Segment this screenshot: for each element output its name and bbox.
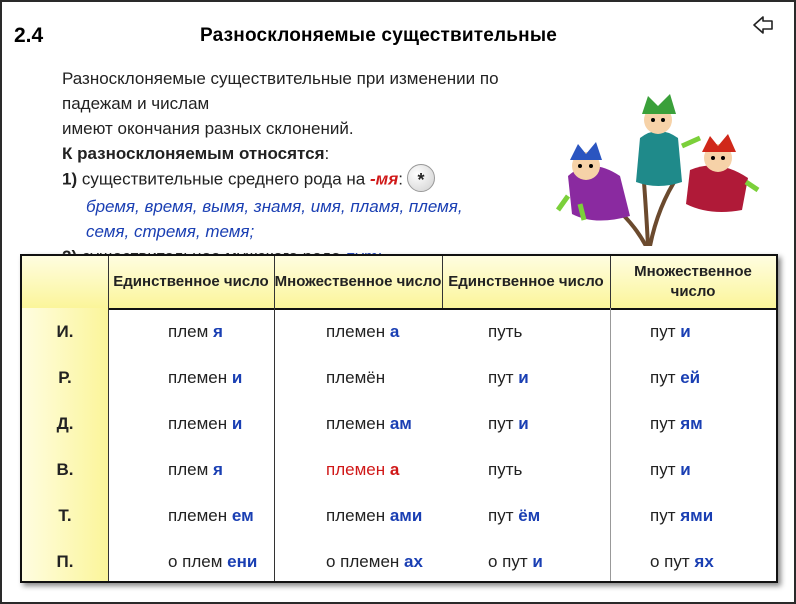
form-cell [326,414,412,434]
form-cell [488,460,522,480]
form-cell [650,506,713,526]
word-ending: я [213,322,223,341]
word-ending: ами [389,506,423,525]
form-cell [488,368,529,388]
form-cell [168,414,242,434]
word-stem: путь [488,460,523,479]
word-stem: пут [650,414,681,433]
form-cell [168,460,223,480]
word-stem: племен [168,506,232,525]
words-line-1: бремя, время, вымя, знамя, имя, пламя, племя, [86,197,463,216]
word-stem: пут [650,506,681,525]
words-line-2: семя, стремя, темя; [86,222,255,241]
word-ending: ях [694,552,714,571]
page-title: Разносклоняемые существительные [200,25,558,46]
form-cell [488,552,543,572]
form-cell [650,368,700,388]
word-ending: и [680,322,691,341]
divider [442,256,443,308]
form-cell [488,506,540,526]
table-row [22,448,776,494]
word-ending: ям [680,414,703,433]
word-ending: и [532,552,543,571]
word-stem: пут [650,368,681,387]
form-cell [650,552,714,572]
word-ending: ам [389,414,412,433]
form-cell [650,322,691,342]
case-label: И. [56,322,74,341]
word-stem: о пут [488,552,533,571]
table-row [22,494,776,540]
case-label: Р. [58,368,72,387]
word-ending: ах [404,552,423,571]
form-cell [488,414,529,434]
word-ending: ём [518,506,541,525]
word-stem: пут [650,322,681,341]
word-stem: пут [650,460,681,479]
item-1-colon: : [398,169,403,189]
word-ending: ей [680,368,701,387]
table-row [22,540,776,586]
word-ending: а [389,322,400,341]
word-stem: плем [168,460,213,479]
word-stem: племён [326,368,386,387]
table-row [22,310,776,356]
word-ending: и [518,368,529,387]
declension-table [20,254,778,583]
case-label: Т. [58,506,72,525]
word-stem: племен [326,506,390,525]
form-cell [326,368,385,388]
table-row [22,356,776,402]
word-ending: и [231,368,243,387]
form-cell [488,322,522,342]
header-singular-1: Единственное число [113,273,269,290]
form-cell [326,322,399,342]
word-stem: о плем [168,552,228,571]
word-stem: о пут [650,552,695,571]
item-1-suffix: -мя [369,169,399,189]
word-stem: о племен [326,552,405,571]
word-stem: племен [326,460,390,479]
word-ending: и [518,414,529,433]
belong-colon: : [324,144,330,163]
jester-dolls-illustration [550,86,760,246]
form-cell [326,506,422,526]
word-stem: племен [326,414,390,433]
header-plural-1: Множественное число [274,273,442,290]
case-label: В. [56,460,74,479]
word-stem: пут [488,368,519,387]
belong-label: К разносклоняемым относятся [62,144,325,163]
form-cell [168,322,223,342]
word-ending: и [231,414,243,433]
form-cell [168,506,254,526]
slide [2,2,794,602]
word-ending: ем [231,506,254,525]
word-stem: пут [488,506,519,525]
divider [610,256,611,308]
header-singular-2: Единственное число [448,273,604,290]
intro-line-1: Разносклоняемые существительные при изменении по падежам и числам [62,69,499,113]
back-arrow-icon[interactable] [752,14,774,36]
case-label: Д. [56,414,74,433]
word-stem: пут [488,414,519,433]
intro-line-2: имеют окончания разных склонений. [62,119,354,138]
header-plural-2: Множественное число [634,263,752,300]
section-number: 2.4 [14,24,44,47]
word-stem: плем [168,322,213,341]
word-ending: я [213,460,223,479]
divider [108,256,109,308]
word-ending: а [389,460,400,479]
word-stem: путь [488,322,523,341]
word-ending: и [680,460,691,479]
word-ending: ени [227,552,258,571]
form-cell [168,368,242,388]
word-ending: ями [680,506,714,525]
case-label: П. [56,552,74,571]
word-stem: племен [326,322,390,341]
form-cell [326,460,399,480]
form-cell [650,414,703,434]
form-cell [168,552,257,572]
table-header [22,256,776,310]
intro-text [62,66,542,269]
form-cell [326,552,423,572]
form-cell [650,460,691,480]
star-button[interactable]: * [407,164,435,192]
word-stem: племен [168,368,232,387]
table-row [22,402,776,448]
item-1-number: 1) [62,169,78,189]
word-stem: племен [168,414,232,433]
item-1-text: существительные среднего рода на [81,169,366,189]
